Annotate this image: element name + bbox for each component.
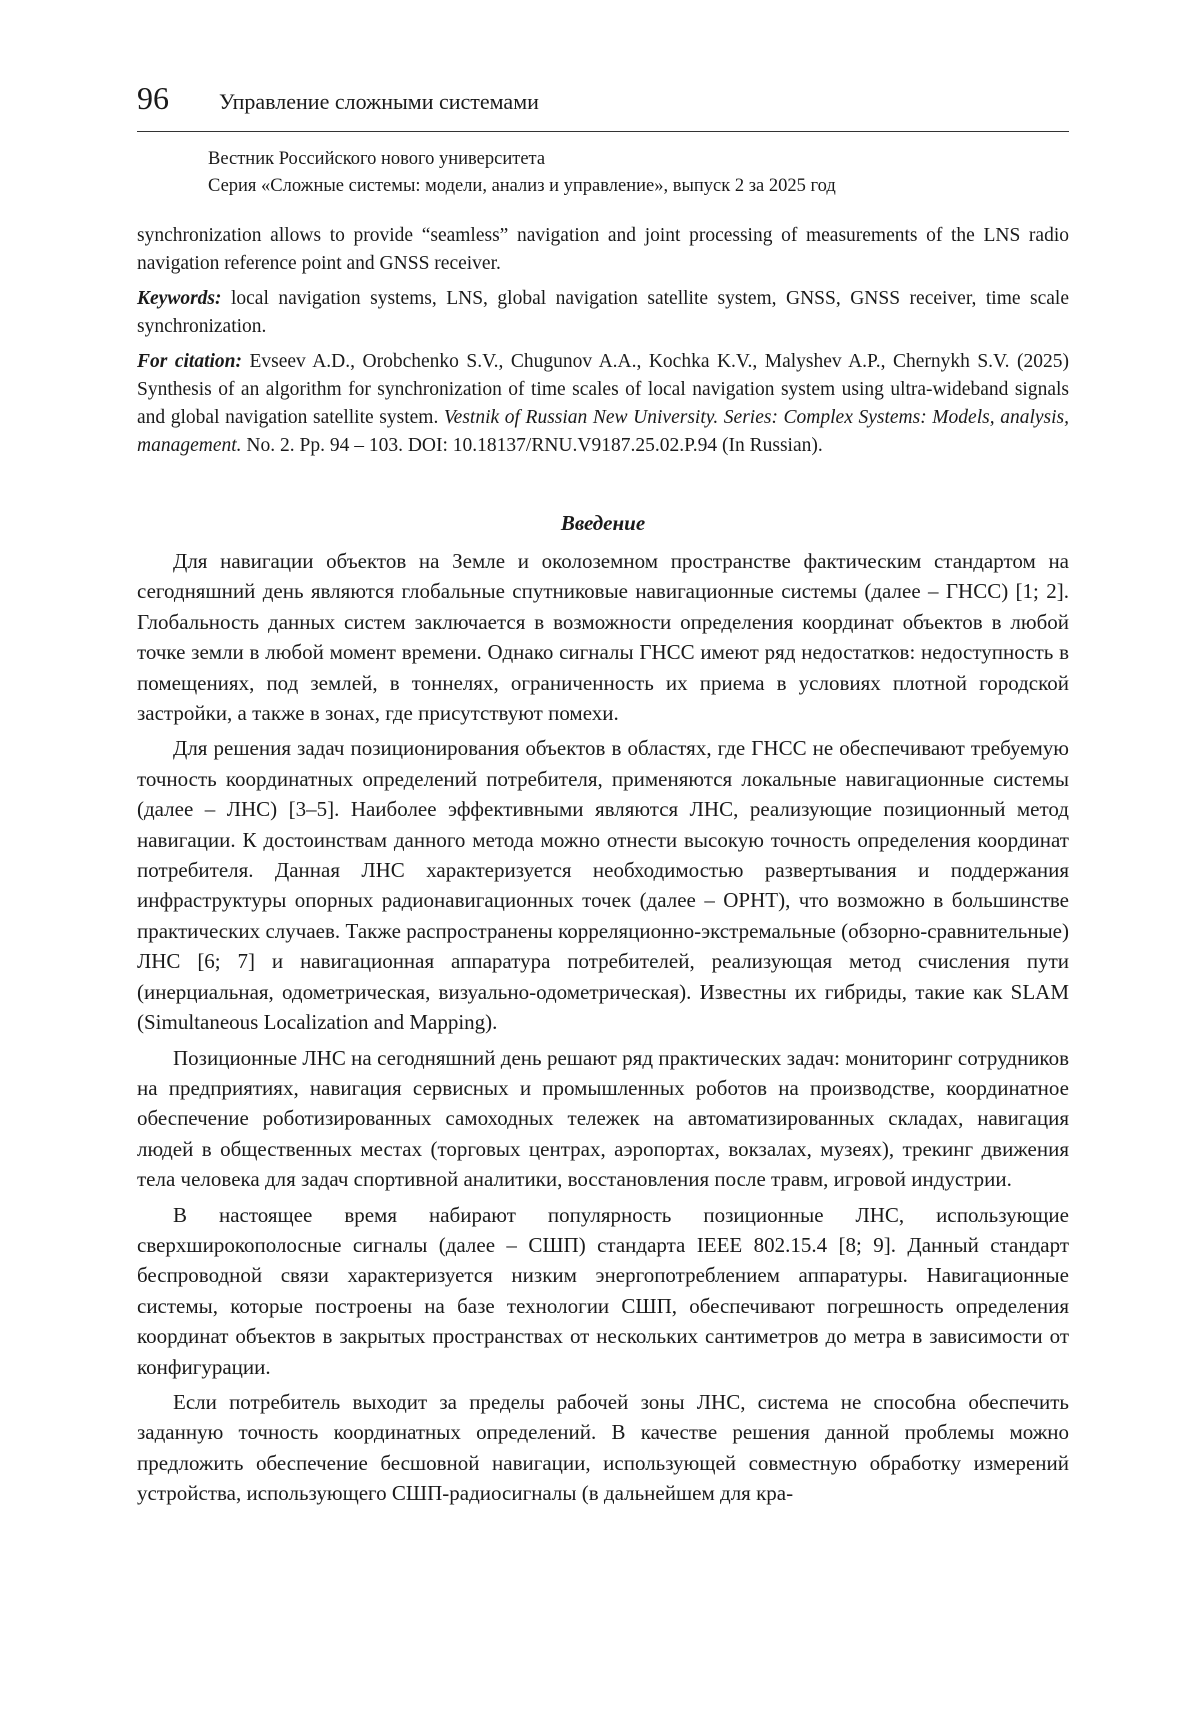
page — [137, 80, 1069, 1514]
paragraph: Позиционные ЛНС на сегодняшний день решают ряд практических задач: мониторинг сотрудников на предприятиях, навигация сервисных и промышленных роботов на производстве, координатное обеспечение роботизированных самоходных тележек на автоматизированных складах, навигация людей в общественных местах (торговых центрах, аэропортах, вокзалах, музеях), трекинг движения тела человека для задач спортивной аналитики, восстановления после травм, игровой индустрии. — [137, 1045, 1069, 1192]
journal-series: Серия «Сложные системы: модели, анализ и управление», выпуск 2 за 2025 год — [208, 176, 836, 196]
paragraph: Для навигации объектов на Земле и околоземном пространстве фактическим стандартом на сегодняшний день являются глобальные спутниковые навигационные системы (далее – ГНСС) [1; 2]. Глобальность данных систем заключается в возможности определения координат объектов в любой точке земли в любой момент времени. Однако сигналы ГНСС имеют ряд недостатков: недоступность в помещениях, под землей, в тоннелях, ограниченность их приема в условиях плотной городской застройки, а также в зонах, где присутствуют помехи. — [137, 549, 1069, 726]
abstract-block — [137, 222, 1069, 460]
citation-tail: No. 2. Pp. 94 – 103. DOI: 10.18137/RNU.V9187.25.02.P.94 (In Russian). — [241, 435, 823, 456]
paragraph: Для решения задач позиционирования объектов в областях, где ГНСС не обеспечивают требуемую точность координатных определений потребителя, применяются локальные навигационные системы (далее – ЛНС) [3–5]. Наиболее эффективными являются ЛНС, реализующие позиционный метод навигации. К достоинствам данного метода можно отнести высокую точность определения координат потребителя. Данная ЛНС характеризуется необходимостью развертывания и поддержания инфраструктуры опорных радионавигационных точек (далее – ОРНТ), что возможно в большинстве практических случаев. Также распространены корреляционно-экстремальные (обзорно-сравнительные) ЛНС [6; 7] и навигационная аппаратура потребителей, реализующая метод счисления пути (инерциальная, одометрическая, визуально-одометрическая). Известны их гибриды, такие как SLAM (Simultaneous Localization and Mapping). — [137, 736, 1069, 1035]
running-head — [137, 80, 1069, 132]
section-title: Управление сложными системами — [219, 89, 539, 114]
paragraph: Если потребитель выходит за пределы рабочей зоны ЛНС, система не способна обеспечить заданную точность координатных определений. В качестве решения данной проблемы можно предложить обеспечение бесшовной навигации, использующей совместную обработку измерений устройства, использующего СШП-радиосигналы (в дальнейшем для кра- — [137, 1389, 1069, 1506]
page-number: 96 — [137, 80, 169, 116]
keywords-label: Keywords: — [137, 288, 222, 309]
introduction-heading: Введение — [560, 511, 646, 535]
journal-name: Вестник Российского нового университета — [208, 149, 546, 169]
keywords-text: local navigation systems, LNS, global navigation satellite system, GNSS, GNSS receiver, time scale synchronization. — [137, 288, 1069, 337]
introduction-body — [137, 546, 1069, 1509]
citation-text: Evseev A.D., Orobchenko S.V., Chugunov A.A., Kochka K.V., Malyshev A.P., Chernykh S.V. (2025) Synthesis of an algorithm for synchronization of time scales of local navigation system using ultra-wideband signals and global navigation satellite system. — [137, 351, 1069, 428]
citation — [137, 348, 1069, 460]
journal-info — [208, 146, 1069, 200]
citation-label: For citation: — [137, 351, 242, 372]
paragraph: В настоящее время набирают популярность позиционные ЛНС, использующие сверхширокополосные сигналы (далее – СШП) стандарта IEEE 802.15.4 [8; 9]. Данный стандарт беспроводной связи характеризуется низким энергопотреблением аппаратуры. Навигационные системы, которые построены на базе технологии СШП, обеспечивают погрешность определения координат объектов в закрытых пространствах от нескольких сантиметров до метра в зависимости от конфигурации. — [137, 1202, 1069, 1379]
keywords — [137, 285, 1069, 341]
abstract-continuation: synchronization allows to provide “seamless” navigation and joint processing of measurements of the LNS radio navigation reference point and GNSS receiver. — [137, 225, 1069, 274]
citation-journal: Vestnik of Russian New University. Series: Complex Systems: Models, analysis, management. — [137, 407, 1069, 456]
